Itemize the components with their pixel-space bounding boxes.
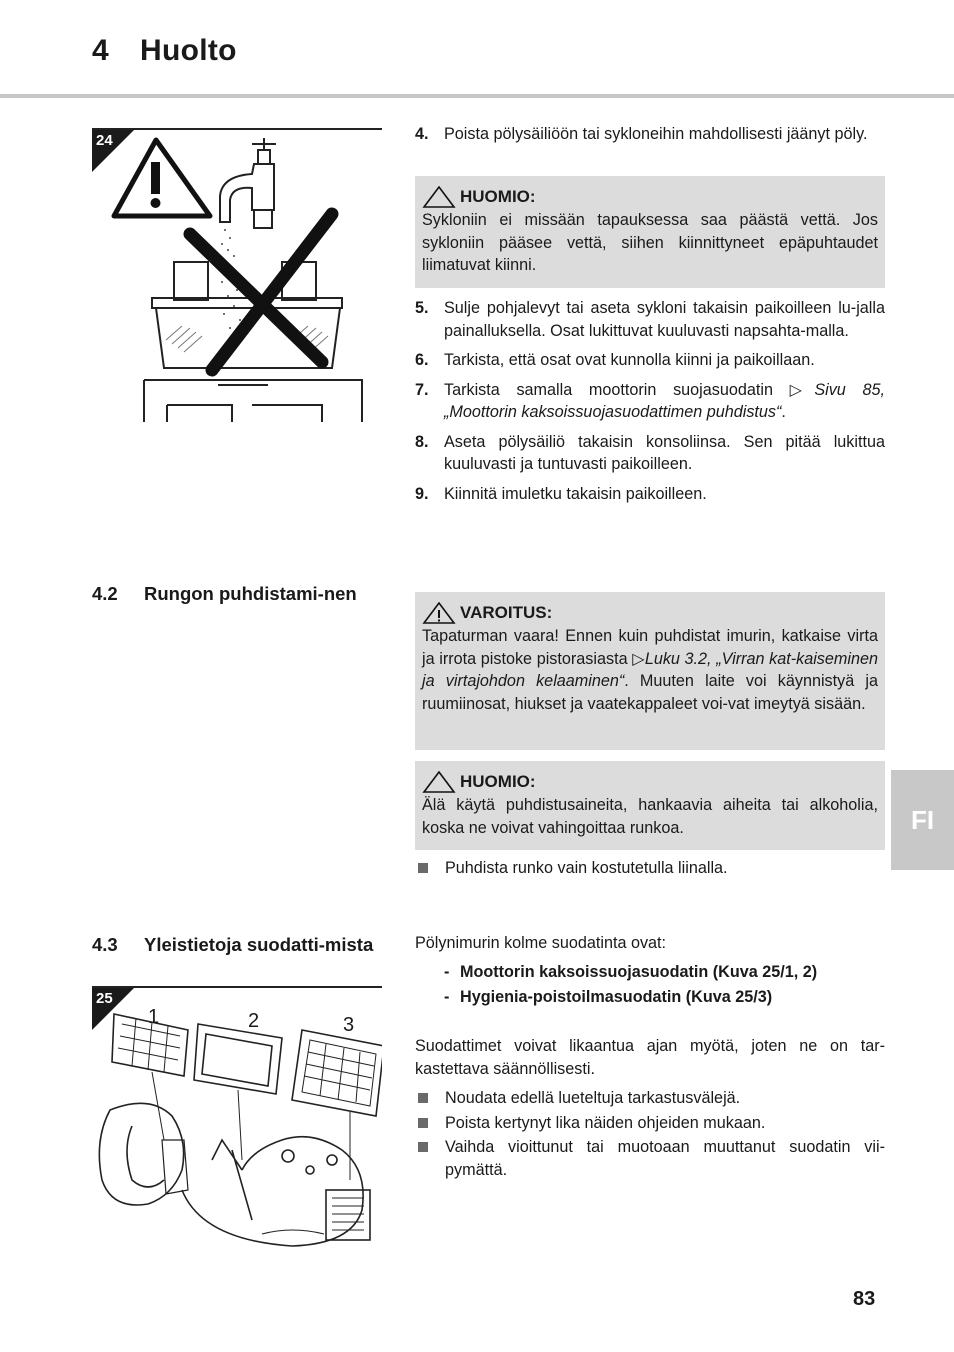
bullet-list-4-3 xyxy=(415,1087,885,1181)
warning-title xyxy=(422,602,878,624)
section-title: Rungon puhdistami-nen xyxy=(144,583,357,604)
chapter-number: 4 xyxy=(92,34,109,67)
step-item xyxy=(415,123,885,146)
step-item xyxy=(415,379,885,424)
bullet-text: Puhdista runko vain kostutetulla liinalla. xyxy=(445,859,728,877)
notice-box-1 xyxy=(415,176,885,288)
bullet-item xyxy=(415,1112,885,1135)
bullet-item xyxy=(415,1136,885,1181)
section-title: Yleistietoja suodatti-mista xyxy=(144,934,374,955)
figure-25-rule xyxy=(92,986,382,988)
square-bullet-icon xyxy=(418,1093,428,1103)
motor-filter-1-illustration xyxy=(112,1014,188,1076)
page-number: 83 xyxy=(853,1288,876,1310)
step-item xyxy=(415,483,885,506)
bullet-text: Poista kertynyt lika näiden ohjeiden mukaan. xyxy=(445,1113,766,1132)
step-text-pre: Tarkista samalla moottorin suojasuodatin xyxy=(444,380,790,399)
section-number: 4.3 xyxy=(92,934,118,955)
bullet-item xyxy=(415,1087,885,1110)
notice-text: Sykloniin ei missään tapauksessa saa päästä vettä. Jos sykloniin pääsee vettä, siihen kiinnittyneet epäpuhtaudet liimatuvat kiinni. xyxy=(422,211,878,274)
figure-25-label-2: 2 xyxy=(248,1010,260,1032)
reference-arrow-icon: ▷ xyxy=(789,380,815,399)
figure-24-number: 24 xyxy=(96,132,113,149)
step-number: 5. xyxy=(415,299,429,317)
step-number: 6. xyxy=(415,351,429,369)
step-text: Aseta pölysäiliö takaisin konsoliinsa. Sen pitää lukittua kuuluvasti ja tuntuvasti paikoilleen. xyxy=(444,432,885,473)
square-bullet-icon xyxy=(418,863,428,873)
reference-arrow-icon: ▷ xyxy=(632,649,645,668)
section-number: 4.2 xyxy=(92,583,118,604)
warning-triangle-icon xyxy=(114,140,210,216)
step-text-post: . xyxy=(781,403,786,421)
warning-title-text: VAROITUS: xyxy=(460,603,553,622)
figure-25-label-3: 3 xyxy=(343,1014,355,1036)
caution-triangle-icon xyxy=(422,186,456,208)
section-heading-4-2 xyxy=(92,581,382,607)
bullet-text: Vaihda vioittunut tai muotoaan muuttanut suodatin vii-pymättä. xyxy=(445,1138,885,1179)
step-text: Poista pölysäiliöön tai sykloneihin mahdollisesti jäänyt pöly. xyxy=(444,125,868,143)
cross-reference-link[interactable]: Sivu 85, „Moottorin kaksoissuojasuodattimen puhdistus“ xyxy=(444,380,885,421)
square-bullet-icon xyxy=(418,1118,428,1128)
step-item xyxy=(415,349,885,372)
step-text xyxy=(444,379,885,424)
warning-triangle-icon xyxy=(422,602,456,624)
filter-item-text: Hygienia-poistoilmasuodatin (Kuva 25/3) xyxy=(460,988,773,1006)
motor-filter-2-illustration xyxy=(194,1024,282,1094)
warning-text xyxy=(422,625,878,715)
filters-list xyxy=(444,960,884,1010)
filter-item: - Moottorin kaksoissuojasuodatin (Kuva 25/1, 2) xyxy=(444,960,884,985)
warning-box xyxy=(415,592,885,750)
bullet-item xyxy=(415,857,885,880)
caution-triangle-icon xyxy=(422,771,456,793)
cross-reference-link[interactable]: Luku 3.2, „Virran kat-kaiseminen ja virtajohdon kelaaminen“ xyxy=(422,649,878,690)
filters-intro: Pölynimurin kolme suodatinta ovat: xyxy=(415,934,667,952)
language-tab: FI xyxy=(891,770,954,870)
figure-24-illustration xyxy=(92,130,382,425)
bullet-list-4-2 xyxy=(415,857,885,880)
notice-box-2 xyxy=(415,761,885,850)
figure-25-illustration xyxy=(92,990,382,1252)
warning-text-pre: Tapaturman vaara! Ennen kuin puhdistat imurin, katkaise virta ja irrota pistoke pistorasiasta xyxy=(422,627,878,668)
step-number: 4. xyxy=(415,125,429,143)
chapter-heading xyxy=(92,34,237,68)
filter-item-text: Moottorin kaksoissuojasuodatin (Kuva 25/1, 2) xyxy=(460,963,818,981)
step-number: 8. xyxy=(415,432,429,451)
filter-item: - Hygienia-poistoilmasuodatin (Kuva 25/3) xyxy=(444,985,884,1010)
section-heading-4-3 xyxy=(92,932,382,958)
square-bullet-icon xyxy=(418,1142,428,1152)
steps-list-a xyxy=(415,123,885,146)
step-text: Tarkista, että osat ovat kunnolla kiinni ja paikoillaan. xyxy=(444,351,815,369)
figure-25-number: 25 xyxy=(96,990,113,1007)
notice-title-text: HUOMIO: xyxy=(460,772,536,791)
notice-title xyxy=(422,186,878,208)
steps-list-b xyxy=(415,297,885,505)
step-item xyxy=(415,297,885,342)
notice-text: Älä käytä puhdistusaineita, hankaavia aiheita tai alkoholia, koska ne voivat vahingoittaa runkoa. xyxy=(422,796,878,837)
chapter-title: Huolto xyxy=(140,34,237,67)
step-text: Sulje pohjalevyt tai aseta sykloni takaisin paikoilleen lu-jalla painalluksella. Osat lukittuvat kuuluvasti napsahta-malla. xyxy=(444,299,885,340)
header-divider xyxy=(0,94,954,98)
step-item xyxy=(415,431,885,476)
prohibited-x-icon xyxy=(190,214,332,370)
filters-paragraph: Suodattimet voivat likaantua ajan myötä, joten ne on tar-kastettava säännöllisesti. xyxy=(415,1037,885,1078)
step-number: 9. xyxy=(415,484,429,503)
exhaust-filter-3-illustration xyxy=(292,1030,382,1116)
step-text: Kiinnitä imuletku takaisin paikoilleen. xyxy=(444,484,707,503)
dust-container-illustration xyxy=(144,262,362,422)
notice-title xyxy=(422,771,878,793)
step-number: 7. xyxy=(415,380,429,399)
figure-25-label-1: 1 xyxy=(148,1006,160,1028)
faucet-icon xyxy=(220,138,276,228)
warning-text-post: . Muuten laite voi käynnistyä ja ruumiinosat, hiukset ja vaatekappaleet voi-vat imeytyä sisään. xyxy=(422,672,878,713)
vacuum-cleaner-illustration xyxy=(99,1103,370,1246)
notice-title-text: HUOMIO: xyxy=(460,187,536,206)
bullet-text: Noudata edellä lueteltuja tarkastusvälejä. xyxy=(445,1089,741,1107)
